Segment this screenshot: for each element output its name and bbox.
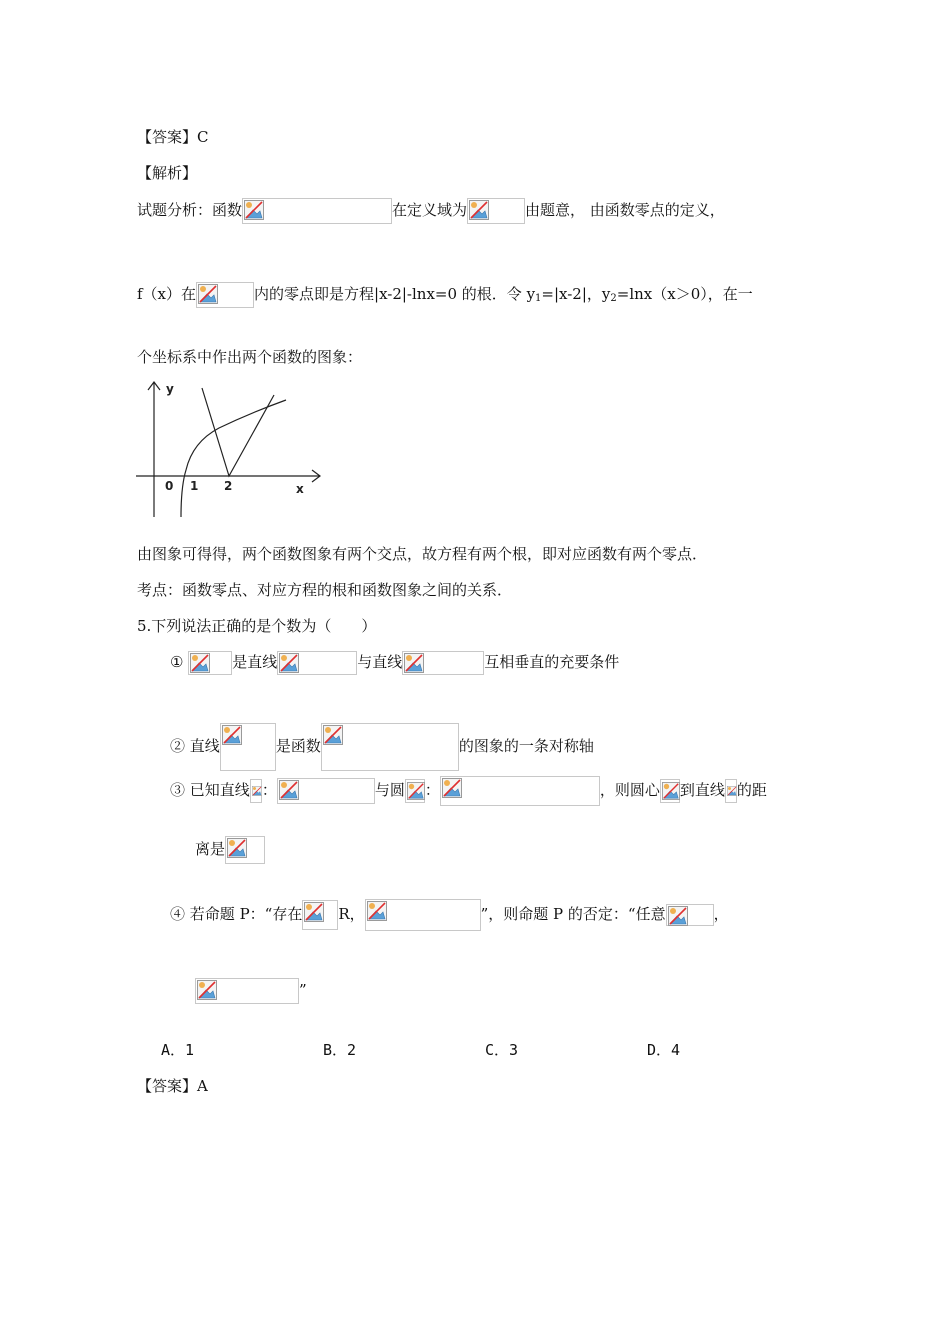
formula-image: [666, 904, 714, 926]
option-b: B．2: [323, 1041, 357, 1059]
formula-image: [277, 651, 357, 675]
broken-image-icon: [662, 781, 680, 801]
broken-image-icon: [668, 906, 688, 926]
formula-image: [242, 198, 392, 224]
formula-image: [302, 900, 338, 930]
broken-image-icon: [407, 781, 425, 801]
analysis-line-2: f（x）在 内的零点即是方程|x-2|-lnx=0 的根．令 $y_1=|x-2|$，$y_2=\ln x(x>0)$，在一: [137, 282, 753, 310]
formula-image: [250, 779, 262, 803]
analysis-label: 【解析】: [137, 164, 198, 182]
question-5-title: 5.下列说法正确的是个数为（ ）: [137, 617, 377, 635]
formula-image: [196, 282, 254, 308]
broken-image-icon: [222, 725, 242, 745]
formula-image: [220, 723, 276, 771]
formula-image: [402, 651, 484, 675]
formula-image: [660, 779, 680, 803]
broken-image-icon: [404, 653, 424, 673]
option-c: C．3: [485, 1041, 519, 1059]
formula-image: [440, 776, 600, 806]
option-a: A．1: [161, 1041, 195, 1059]
conclusion-text: 由图象可得得，两个函数图象有两个交点，故方程有两个根，即对应函数有两个零点．: [137, 545, 708, 563]
analysis-line-3: 个坐标系中作出两个函数的图象：: [137, 348, 363, 366]
broken-image-icon: [727, 781, 737, 801]
statement-3: ③ 已知直线 ： 与圆 ： ，则圆心 到直线 的距: [170, 776, 767, 806]
formula-image: [277, 778, 375, 804]
ln-curve: [181, 400, 286, 517]
formula-image: [467, 198, 525, 224]
statement-2: ② 直线 是函数 的图象的一条对称轴: [170, 723, 594, 771]
function-graph: [134, 378, 329, 523]
statement-4-cont: ”: [195, 978, 307, 1004]
y-axis-label: y: [166, 382, 174, 396]
broken-image-icon: [197, 980, 217, 1000]
broken-image-icon: [367, 901, 387, 921]
formula-image: [725, 779, 737, 803]
x-axis-label: x: [296, 482, 304, 496]
broken-image-icon: [469, 200, 489, 220]
origin-label: 0: [165, 479, 174, 493]
statement-4: ④ 若命题 P：“存在 R， ”，则命题 P 的否定：“任意 ，: [170, 899, 729, 931]
analysis-line-1: 试题分析：函数 在定义域为 由题意， 由函数零点的定义，: [137, 198, 725, 224]
broken-image-icon: [304, 902, 324, 922]
tick-label-1: 1: [190, 479, 199, 493]
tick-label-2: 2: [224, 479, 233, 493]
formula-image: [188, 651, 232, 675]
formula-image: [321, 723, 459, 771]
answer-label-1: 【答案】C: [137, 128, 209, 146]
statement-1: ① 是直线 与直线 互相垂直的充要条件: [170, 651, 619, 675]
broken-image-icon: [279, 653, 299, 673]
broken-image-icon: [442, 778, 462, 798]
broken-image-icon: [323, 725, 343, 745]
answer-label-2: 【答案】A: [137, 1077, 208, 1095]
broken-image-icon: [198, 284, 218, 304]
broken-image-icon: [227, 838, 247, 858]
formula-image: [195, 978, 299, 1004]
option-d: D．4: [647, 1041, 681, 1059]
formula-image: [365, 899, 481, 931]
formula-image: [405, 779, 425, 803]
broken-image-icon: [252, 781, 262, 801]
broken-image-icon: [190, 653, 210, 673]
broken-image-icon: [279, 780, 299, 800]
broken-image-icon: [244, 200, 264, 220]
kaodian-text: 考点：函数零点、对应方程的根和函数图象之间的关系．: [137, 581, 513, 599]
formula-image: [225, 836, 265, 864]
statement-3-cont: 离是: [195, 836, 265, 864]
